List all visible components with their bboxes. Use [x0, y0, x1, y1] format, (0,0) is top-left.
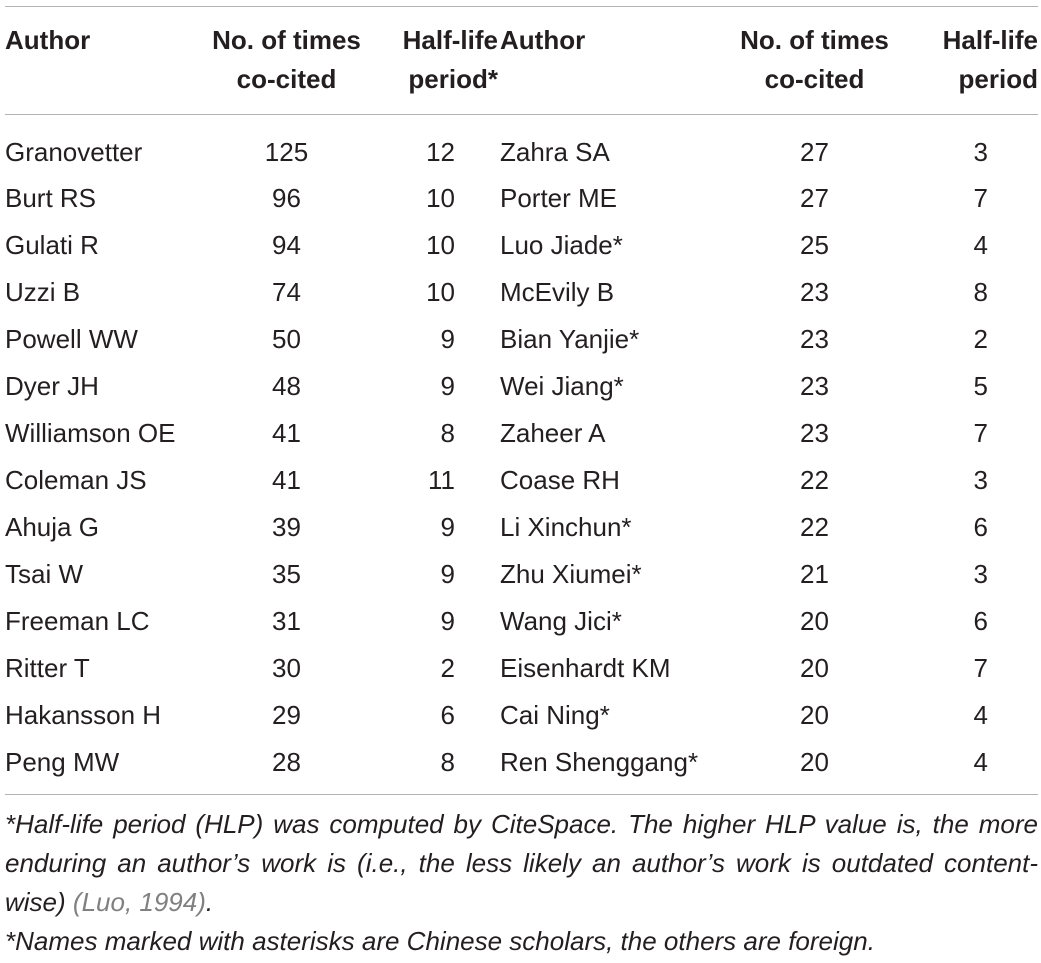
cell-half-life: 11	[428, 465, 455, 495]
cell-times-cocited: 23	[800, 371, 829, 401]
cell-times-cocited: 22	[800, 465, 829, 495]
cell-half-life: 9	[440, 512, 455, 542]
cell-half-life: 5	[973, 371, 988, 401]
citation-link[interactable]: (Luo, 1994)	[72, 887, 206, 917]
footnote-asterisk: *Names marked with asterisks are Chinese scholars, the others are foreign.	[5, 926, 875, 956]
cell-half-life: 9	[440, 606, 455, 636]
cell-half-life: 7	[973, 183, 988, 213]
table-row	[5, 410, 1038, 457]
cell-author: Granovetter	[5, 136, 143, 167]
cell-author: Eisenhardt KM	[500, 653, 671, 683]
cell-times-cocited: 29	[272, 700, 301, 730]
cell-author: Wei Jiang*	[500, 371, 624, 401]
cell-times-cocited: 50	[272, 324, 301, 354]
cell-times-cocited: 23	[800, 418, 829, 448]
cell-half-life: 4	[973, 230, 988, 260]
cell-times-cocited: 48	[272, 371, 301, 401]
cell-author: Freeman LC	[5, 606, 150, 636]
cell-author: Luo Jiade*	[500, 230, 623, 260]
cell-half-life: 12	[426, 136, 455, 167]
cell-half-life: 9	[440, 559, 455, 589]
table-row	[5, 739, 1038, 794]
footnotes	[5, 795, 1038, 961]
table-row	[5, 692, 1038, 739]
cell-author: Dyer JH	[5, 371, 99, 401]
cell-half-life: 7	[973, 418, 988, 448]
cell-times-cocited: 96	[272, 183, 301, 213]
cell-half-life: 9	[440, 324, 455, 354]
cell-author: McEvily B	[500, 277, 615, 307]
cell-half-life: 8	[440, 747, 455, 777]
cell-author: Hakansson H	[5, 700, 162, 730]
cell-author: Zaheer A	[500, 418, 606, 448]
cell-times-cocited: 23	[800, 277, 829, 307]
cell-author: Tsai W	[5, 559, 83, 589]
cell-times-cocited: 20	[800, 653, 829, 683]
footnote-hlp: *Half-life period (HLP) was computed by CiteSpace. The higher HLP value is, the more enduring an author’s work is (i.e., the less likely an author’s work is outdated content-wise) (Luo, 1994).	[5, 809, 1038, 917]
cell-author: Wang Jici*	[500, 606, 622, 636]
cell-half-life: 3	[973, 465, 988, 495]
cell-author: Ahuja G	[5, 512, 99, 542]
table-row	[5, 457, 1038, 504]
table-row	[5, 598, 1038, 645]
table-row	[5, 175, 1038, 222]
table-row	[5, 551, 1038, 598]
cell-times-cocited: 28	[272, 747, 301, 777]
table-row	[5, 316, 1038, 363]
header-hlp-left: Half-life period*	[402, 25, 498, 94]
cell-times-cocited: 20	[800, 747, 829, 777]
cell-half-life: 2	[973, 324, 988, 354]
table-row	[5, 115, 1038, 175]
cell-times-cocited: 31	[272, 606, 301, 636]
table-body	[5, 115, 1038, 794]
cell-half-life: 6	[440, 700, 455, 730]
cell-author: Powell WW	[5, 324, 138, 354]
cell-times-cocited: 30	[272, 653, 301, 683]
cell-half-life: 2	[440, 653, 455, 683]
cell-author: Coase RH	[500, 465, 620, 495]
table-header	[5, 7, 1038, 115]
cell-half-life: 8	[973, 277, 988, 307]
cell-times-cocited: 25	[800, 230, 829, 260]
header-times-right: No. of times co-cited	[740, 25, 889, 94]
cell-half-life: 8	[440, 418, 455, 448]
table-row	[5, 222, 1038, 269]
table-row	[5, 504, 1038, 551]
cell-author: Zahra SA	[500, 136, 610, 167]
cell-author: Cai Ning*	[500, 700, 610, 730]
cell-author: Williamson OE	[5, 418, 176, 448]
cell-times-cocited: 20	[800, 700, 829, 730]
header-author-right: Author	[500, 25, 586, 55]
cell-half-life: 10	[426, 183, 455, 213]
cell-times-cocited: 39	[272, 512, 301, 542]
cell-half-life: 6	[973, 512, 988, 542]
cell-times-cocited: 27	[800, 136, 829, 167]
cell-times-cocited: 41	[272, 465, 301, 495]
cell-author: Gulati R	[5, 230, 99, 260]
cell-author: Peng MW	[5, 747, 120, 777]
cell-author: Ritter T	[5, 653, 90, 683]
cell-half-life: 10	[426, 277, 455, 307]
cell-times-cocited: 74	[272, 277, 301, 307]
table-row	[5, 269, 1038, 316]
cell-times-cocited: 20	[800, 606, 829, 636]
cell-author: Coleman JS	[5, 465, 147, 495]
header-times-left: No. of times co-cited	[212, 25, 361, 94]
co-citation-table	[5, 7, 1038, 794]
cell-half-life: 7	[973, 653, 988, 683]
cell-times-cocited: 22	[800, 512, 829, 542]
cell-times-cocited: 94	[272, 230, 301, 260]
cell-times-cocited: 21	[800, 559, 829, 589]
cell-half-life: 4	[973, 747, 988, 777]
header-rule	[5, 114, 1038, 115]
cell-half-life: 4	[973, 700, 988, 730]
cell-times-cocited: 41	[272, 418, 301, 448]
cell-half-life: 9	[440, 371, 455, 401]
cell-half-life: 3	[973, 559, 988, 589]
cell-author: Li Xinchun*	[500, 512, 632, 542]
cell-times-cocited: 125	[264, 136, 309, 167]
header-author-left: Author	[5, 25, 91, 55]
cell-author: Bian Yanjie*	[500, 324, 640, 354]
cell-times-cocited: 27	[800, 183, 829, 213]
table-row	[5, 645, 1038, 692]
cell-half-life: 3	[973, 136, 988, 167]
header-hlp-right: Half-life period	[942, 25, 1038, 94]
cell-author: Uzzi B	[5, 277, 81, 307]
table-container	[5, 0, 1038, 961]
table-row	[5, 363, 1038, 410]
cell-author: Burt RS	[5, 183, 97, 213]
cell-half-life: 10	[426, 230, 455, 260]
cell-times-cocited: 35	[272, 559, 301, 589]
cell-author: Zhu Xiumei*	[500, 559, 642, 589]
cell-times-cocited: 23	[800, 324, 829, 354]
cell-author: Porter ME	[500, 183, 618, 213]
cell-half-life: 6	[973, 606, 988, 636]
cell-author: Ren Shenggang*	[500, 747, 699, 777]
